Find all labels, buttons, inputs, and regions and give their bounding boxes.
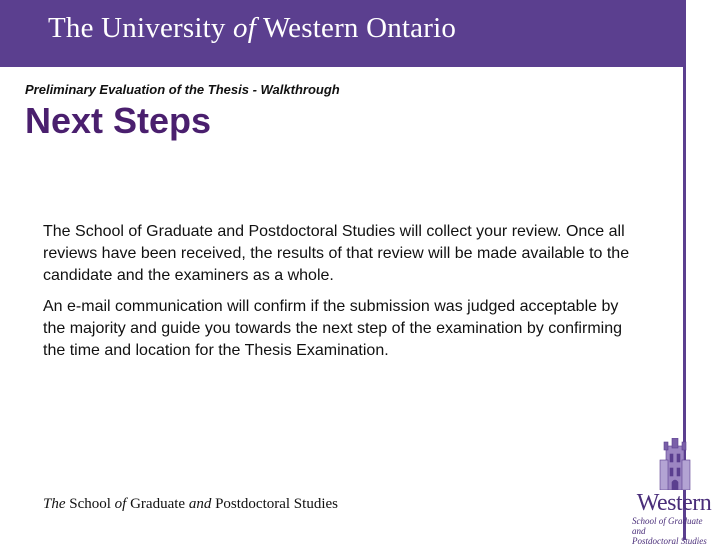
- logo-sub-line2: Postdoctoral Studies: [632, 536, 707, 546]
- body-paragraph-1: The School of Graduate and Postdoctoral Studies will collect your review. Once all reviews have been received, the results of that review will be made available to the candidate and the examiners as a whole.: [43, 223, 630, 284]
- banner-title-university: University: [101, 12, 226, 44]
- tower-icon: [658, 438, 692, 490]
- logo-word: Western: [636, 490, 712, 516]
- university-banner: [0, 0, 683, 67]
- body-paragraph-2: An e-mail communication will confirm if the submission was judged acceptable by the majority and guide you towards the next step of the examination by confirming the time and location for the Thesis Examination.: [43, 298, 622, 359]
- university-name: [48, 12, 456, 45]
- logo-subtitle: [632, 516, 718, 546]
- slide-heading: Next Steps: [25, 100, 212, 141]
- banner-title-the: The: [48, 12, 94, 44]
- footer-postdoctoral: Postdoctoral Studies: [215, 496, 338, 512]
- logo-sub-line1: School of Graduate and: [632, 516, 703, 536]
- footer-graduate: Graduate: [130, 496, 186, 512]
- western-logo: [628, 438, 720, 546]
- banner-title-of: of: [233, 12, 256, 44]
- slide-subtitle: Preliminary Evaluation of the Thesis - Walkthrough: [25, 82, 340, 97]
- footer-of: of: [114, 496, 127, 512]
- footer-and: and: [188, 496, 212, 512]
- slide-body: [43, 221, 643, 371]
- footer-school-name: [43, 496, 338, 513]
- footer-school: School: [69, 496, 111, 512]
- banner-title-rest: Western Ontario: [262, 12, 457, 44]
- footer-the: The: [43, 496, 66, 512]
